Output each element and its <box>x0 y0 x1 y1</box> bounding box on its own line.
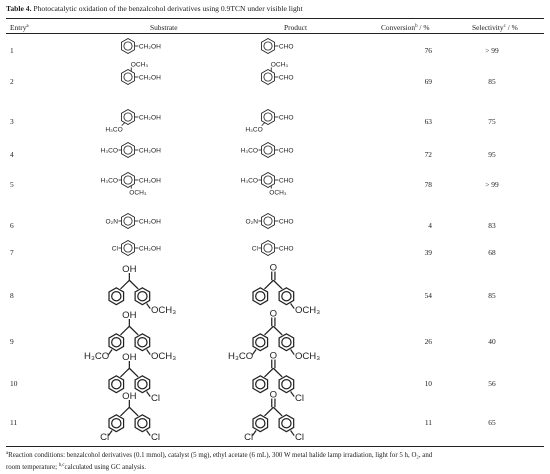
benzene-ring <box>122 70 135 85</box>
carbonyl-oxygen-label: O <box>269 389 278 401</box>
selectivity-cell: 65 <box>488 418 496 427</box>
benzene-ring-aromatic <box>264 113 272 121</box>
para-substituent-label: Cl <box>111 245 119 253</box>
conversion-cell: 39 <box>424 248 432 257</box>
benzene-ring-right-aromatic <box>282 292 291 301</box>
conversion-cell: 78 <box>424 180 432 189</box>
functional-group-label: CH₂OH <box>138 43 161 51</box>
footnote-mark-bc: b,c <box>58 462 65 468</box>
substrate-structure <box>96 166 196 202</box>
benzene-ring-aromatic <box>264 176 272 184</box>
bond <box>121 407 130 416</box>
header-conversion-label: Conversion <box>381 23 416 32</box>
entry-cell: 9 <box>10 337 14 346</box>
right-substituent-label: OCH₃ <box>294 304 321 316</box>
bond <box>273 407 282 416</box>
conversion-cell: 72 <box>424 150 432 159</box>
benzene-ring-left-aromatic <box>112 338 121 347</box>
functional-group-label: CH₂OH <box>138 114 161 122</box>
bond <box>129 368 138 377</box>
benzene-ring-aromatic <box>264 73 272 81</box>
bond <box>291 349 295 354</box>
substrate-structure <box>96 63 196 99</box>
bond <box>121 368 130 377</box>
bond <box>129 326 138 335</box>
carbonyl-oxygen-label: O <box>269 350 278 362</box>
bond <box>273 280 282 289</box>
right-substituent-label: Cl <box>294 431 304 443</box>
header-product: Product <box>284 23 307 32</box>
benzene-ring <box>122 173 135 188</box>
conversion-cell: 63 <box>424 117 432 126</box>
bond <box>273 368 282 377</box>
selectivity-cell: 95 <box>488 150 496 159</box>
benzene-ring-aromatic <box>264 244 272 252</box>
footnote-mark-a: a <box>6 451 9 456</box>
header-entry <box>10 23 29 32</box>
left-substituent-label: H₃CO <box>84 350 110 362</box>
entry-cell: 4 <box>10 150 14 159</box>
hydroxyl-label: OH <box>122 263 137 275</box>
product-structure <box>236 234 336 270</box>
para-substituent-label: O₂N <box>245 218 259 226</box>
benzene-ring-left-aromatic <box>112 292 121 301</box>
right-substituent-label: Cl <box>150 392 160 404</box>
benzene-ring-aromatic <box>124 217 132 225</box>
carbonyl-oxygen-label: O <box>269 308 278 320</box>
methoxy-label: OCH₃ <box>269 189 287 197</box>
bond <box>265 407 274 416</box>
benzene-ring-right-aromatic <box>282 419 291 428</box>
methoxy-label: OCH₃ <box>129 189 147 197</box>
bond <box>121 326 130 335</box>
conversion-cell: 4 <box>428 221 432 230</box>
benzene-ring-aromatic <box>124 176 132 184</box>
footnote-line-2-rest: calculated using GC analysis. <box>64 463 147 471</box>
conversion-cell: 10 <box>424 379 432 388</box>
benzene-ring-right-aromatic <box>138 380 147 389</box>
footnote-line-2-prefix: room temperature; <box>6 463 59 471</box>
functional-group-label: CH₂OH <box>138 74 161 82</box>
para-substituent-label: H₃CO <box>100 147 119 155</box>
entry-cell: 3 <box>10 117 14 126</box>
carbonyl-oxygen-label: O <box>269 262 278 274</box>
selectivity-cell: 75 <box>488 117 496 126</box>
hydroxyl-label: OH <box>122 351 137 363</box>
methoxy-label: H₃CO <box>245 126 263 134</box>
hydroxyl-label: OH <box>122 390 137 402</box>
bond <box>147 303 151 308</box>
functional-group-label: CHO <box>278 218 294 226</box>
entry-cell: 8 <box>10 291 14 300</box>
right-substituent-label: Cl <box>294 392 304 404</box>
entry-cell: 1 <box>10 46 14 55</box>
bond <box>147 391 151 396</box>
entry-cell: 5 <box>10 180 14 189</box>
bond <box>265 280 274 289</box>
table-bottom-rule <box>6 446 544 447</box>
conversion-cell: 69 <box>424 77 432 86</box>
table-caption-text: Photocatalytic oxidation of the benzalcohol derivatives using 0.9TCN under visible light <box>33 4 303 13</box>
functional-group-label: CHO <box>278 147 294 155</box>
right-substituent-label: OCH₃ <box>150 304 177 316</box>
methoxy-label: OCH₃ <box>270 61 289 69</box>
selectivity-cell: 85 <box>488 77 496 86</box>
para-substituent-label: Cl <box>251 245 259 253</box>
para-substituent-label: H₃CO <box>240 177 259 185</box>
conversion-cell: 54 <box>424 291 432 300</box>
selectivity-cell: 40 <box>488 337 496 346</box>
functional-group-label: CHO <box>278 177 294 185</box>
selectivity-cell: 56 <box>488 379 496 388</box>
right-substituent-label: OCH₃ <box>150 350 177 362</box>
benzene-ring-aromatic <box>124 146 132 154</box>
header-selectivity-unit: / % <box>505 23 518 32</box>
benzene-ring <box>122 241 135 256</box>
benzene-ring <box>122 39 135 54</box>
functional-group-label: CHO <box>278 43 294 51</box>
conversion-cell: 26 <box>424 337 432 346</box>
right-substituent-label: Cl <box>150 431 160 443</box>
right-substituent-label: OCH₃ <box>294 350 321 362</box>
methoxy-label: H₃CO <box>105 126 123 134</box>
footnote-line-1 <box>6 449 546 461</box>
bond <box>265 326 274 335</box>
selectivity-cell: 83 <box>488 221 496 230</box>
entry-cell: 2 <box>10 77 14 86</box>
product-structure <box>236 63 336 99</box>
footnote-line-2 <box>6 461 546 473</box>
bond <box>129 407 138 416</box>
benzene-ring <box>122 143 135 158</box>
bond <box>273 326 282 335</box>
table-footnote <box>6 449 546 472</box>
benzene-ring-right-aromatic <box>138 419 147 428</box>
header-selectivity-label: Selectivity <box>472 23 504 32</box>
header-selectivity-mark: c <box>503 24 506 29</box>
left-substituent-label: Cl <box>100 431 110 443</box>
benzene-ring-aromatic <box>124 113 132 121</box>
benzene-ring <box>122 110 135 125</box>
selectivity-cell: > 99 <box>485 46 499 55</box>
selectivity-cell: > 99 <box>485 180 499 189</box>
para-substituent-label: H₃CO <box>240 147 259 155</box>
benzene-ring-left-aromatic <box>112 419 121 428</box>
header-entry-label: Entry <box>10 23 27 32</box>
benzene-ring-left-aromatic <box>112 380 121 389</box>
entry-cell: 11 <box>10 418 18 427</box>
benzene-ring-right-aromatic <box>138 292 147 301</box>
bond <box>121 280 130 289</box>
selectivity-cell: 68 <box>488 248 496 257</box>
functional-group-label: CH₂OH <box>138 147 161 155</box>
footnote-line-1-text: Reaction conditions: benzalcohol derivatives (0.1 mmol), catalyst (5 mg), ethyl acetate (6 mL), 300 W metal halide lamp irradiation, light for 5 h, O₂, and <box>8 452 433 459</box>
benzene-ring-aromatic <box>124 42 132 50</box>
benzene-ring-aromatic <box>124 73 132 81</box>
bond <box>129 280 138 289</box>
bond <box>147 430 151 435</box>
benzene-ring-right-aromatic <box>282 338 291 347</box>
bond <box>262 123 265 126</box>
hydroxyl-label: OH <box>122 309 137 321</box>
entry-cell: 10 <box>10 379 18 388</box>
para-substituent-label: H₃CO <box>100 177 119 185</box>
bond <box>147 349 151 354</box>
header-conversion <box>381 23 429 32</box>
benzene-ring <box>122 214 135 229</box>
left-substituent-label: Cl <box>244 431 254 443</box>
product-structure <box>236 103 336 139</box>
functional-group-label: CHO <box>278 74 294 82</box>
header-conversion-unit: / % <box>417 23 430 32</box>
selectivity-cell: 85 <box>488 291 496 300</box>
functional-group-label: CH₂OH <box>138 177 161 185</box>
bond <box>265 368 274 377</box>
para-substituent-label: O₂N <box>105 218 119 226</box>
header-selectivity <box>472 23 518 32</box>
methoxy-label: OCH₃ <box>130 61 149 69</box>
table-top-rule <box>6 18 544 19</box>
bond <box>291 430 295 435</box>
functional-group-label: CHO <box>278 245 294 253</box>
benzene-ring-left-aromatic <box>256 419 265 428</box>
benzene-ring-left-aromatic <box>256 292 265 301</box>
bond <box>291 391 295 396</box>
benzene-ring-aromatic <box>264 217 272 225</box>
benzene-ring-right-aromatic <box>138 338 147 347</box>
table-caption-label: Table 4. <box>6 4 32 13</box>
benzene-ring-aromatic <box>264 146 272 154</box>
benzene-ring-left-aromatic <box>256 380 265 389</box>
benzene-ring-aromatic <box>124 244 132 252</box>
table-caption <box>6 4 303 13</box>
benzene-ring-aromatic <box>264 42 272 50</box>
conversion-cell: 76 <box>424 46 432 55</box>
product-structure <box>236 166 336 202</box>
benzene-ring-right-aromatic <box>282 380 291 389</box>
functional-group-label: CH₂OH <box>138 245 161 253</box>
bond <box>291 303 295 308</box>
header-conversion-mark: b <box>415 24 418 29</box>
header-substrate: Substrate <box>150 23 178 32</box>
left-substituent-label: H₃CO <box>228 350 254 362</box>
entry-cell: 6 <box>10 221 14 230</box>
entry-cell: 7 <box>10 248 14 257</box>
functional-group-label: CHO <box>278 114 294 122</box>
conversion-cell: 11 <box>424 418 432 427</box>
header-entry-mark: a <box>26 24 29 29</box>
benzene-ring-left-aromatic <box>256 338 265 347</box>
functional-group-label: CH₂OH <box>138 218 161 226</box>
substrate-structure <box>96 234 196 270</box>
substrate-structure <box>96 103 196 139</box>
bond <box>122 123 125 126</box>
